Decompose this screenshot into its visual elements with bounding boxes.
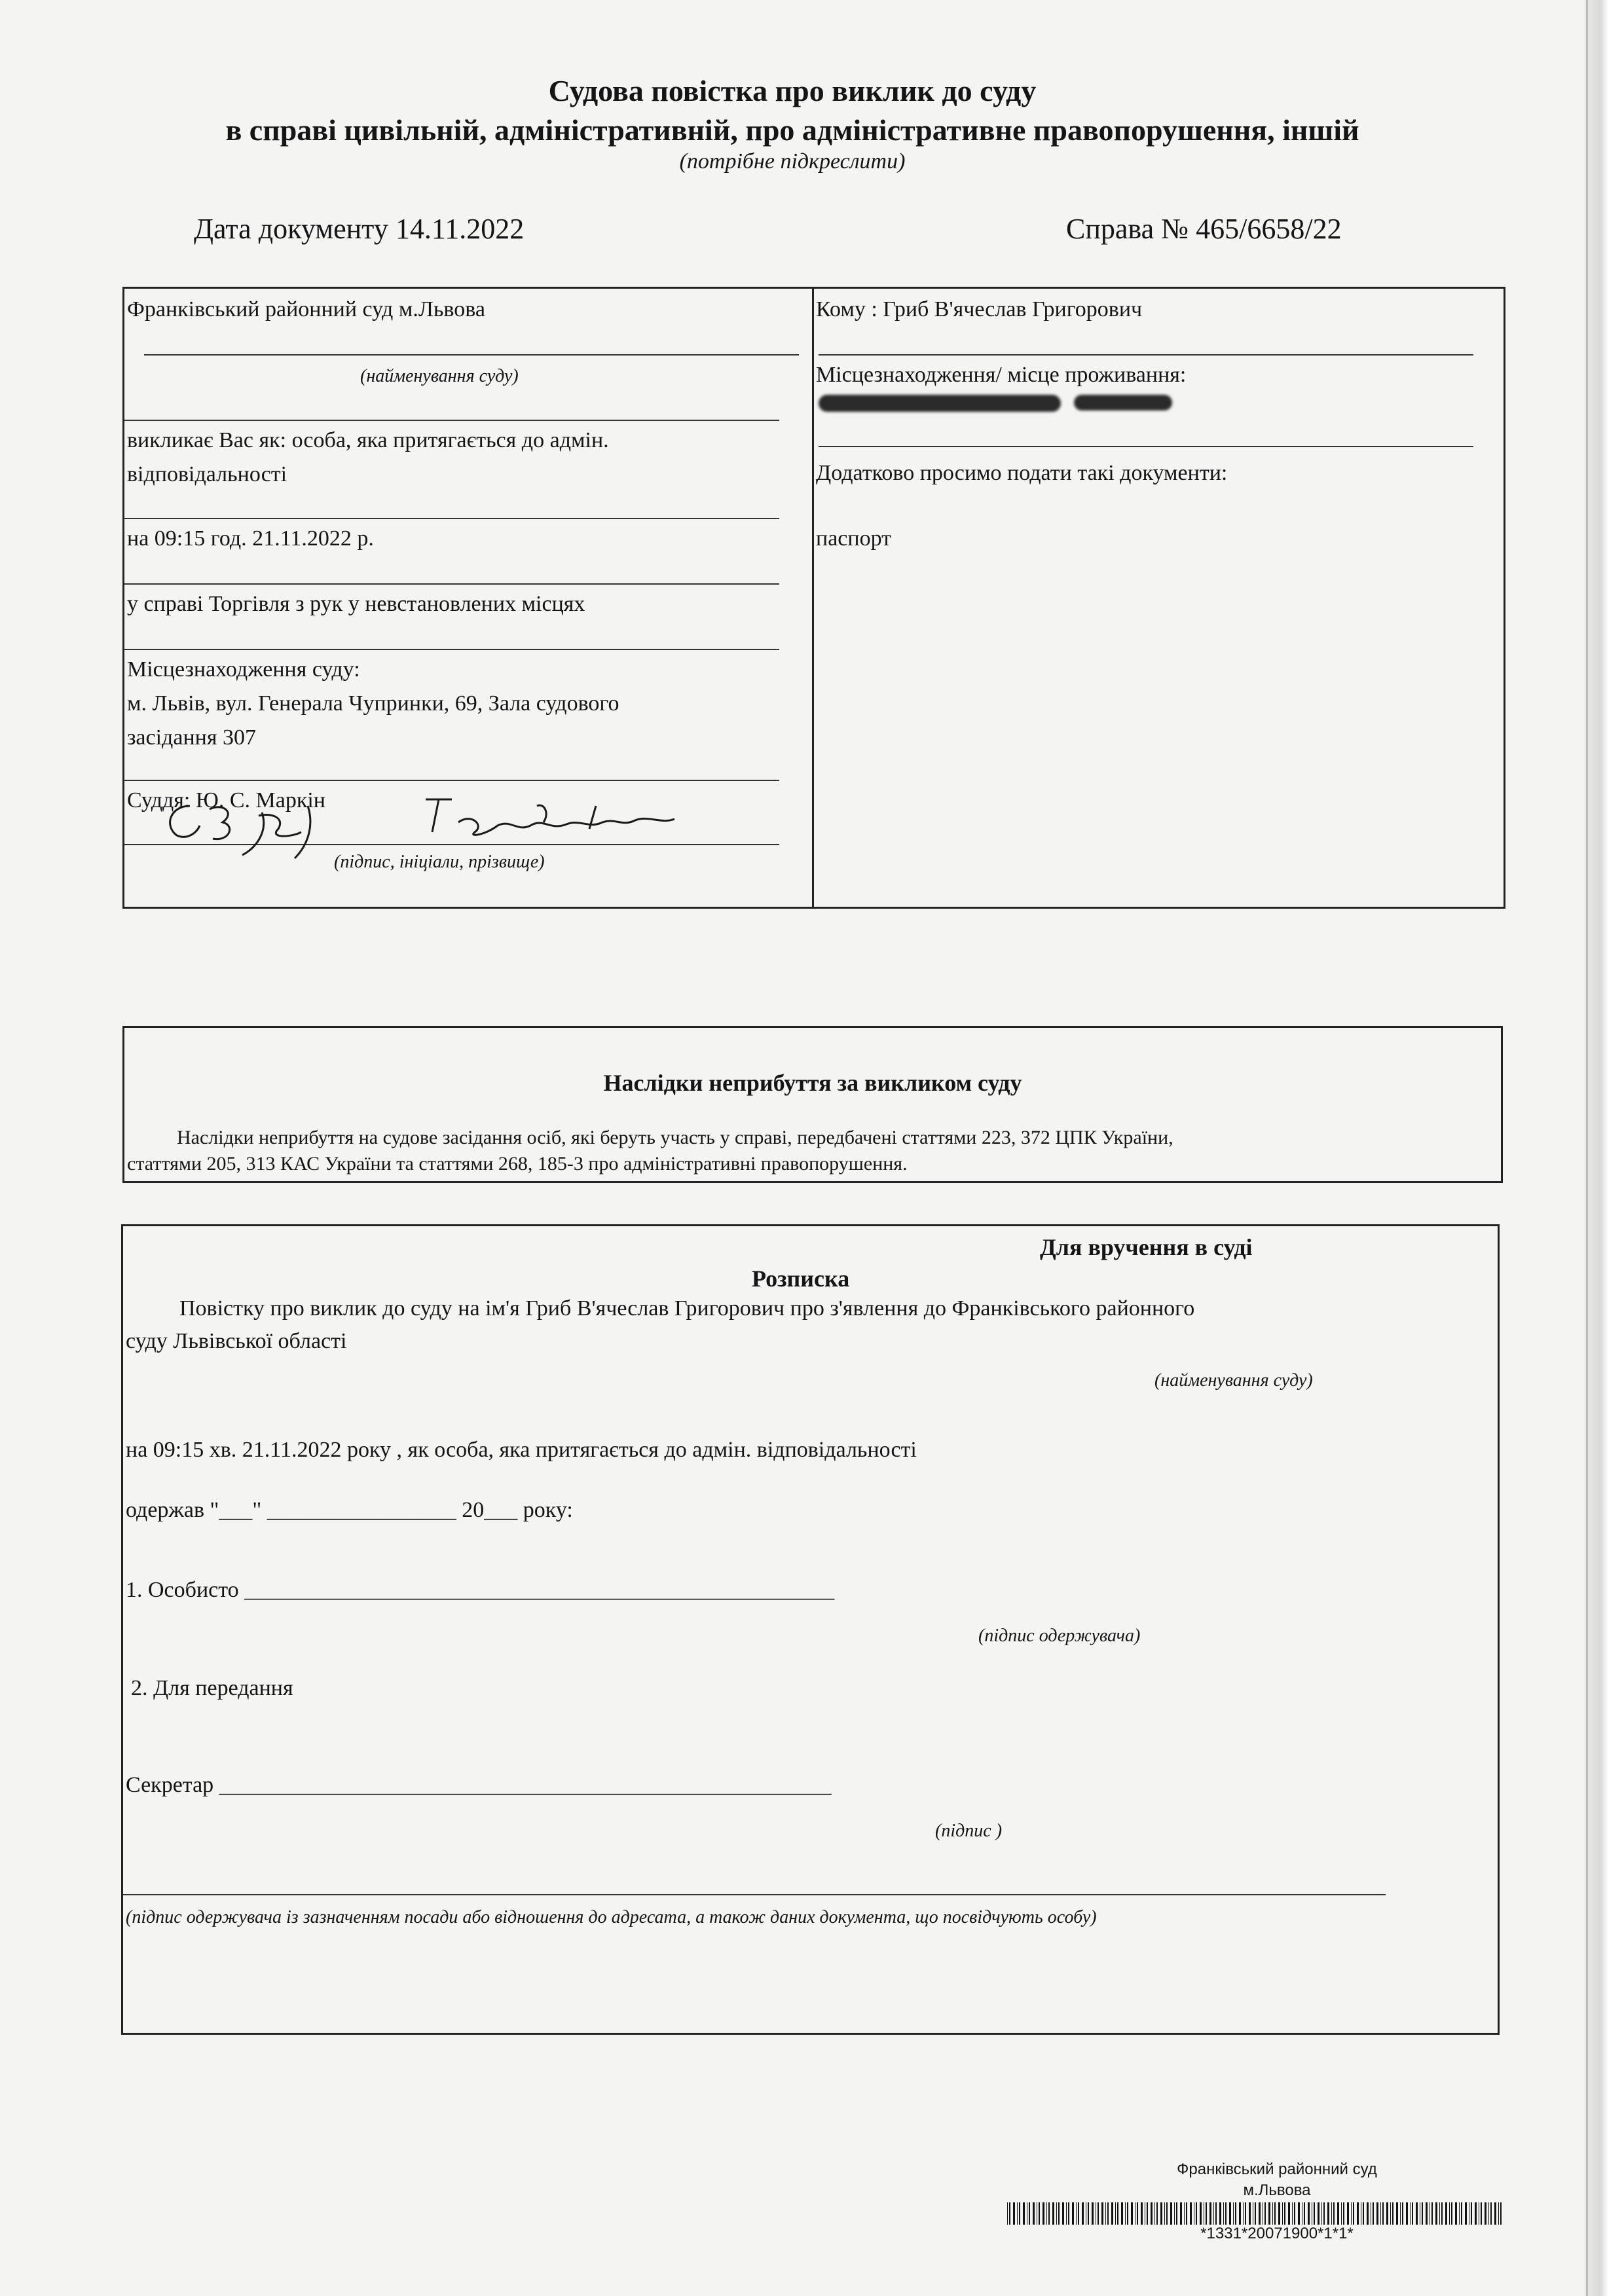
rule <box>124 518 779 519</box>
barcode-bar <box>1056 2202 1057 2225</box>
barcode-bar <box>1337 2202 1339 2225</box>
barcode-bar <box>1078 2202 1079 2225</box>
column-divider <box>812 289 814 907</box>
consequences-line1: Наслідки неприбуття на судове засідання осіб, які беруть участь у справі, передбачені статтями 223, 372 ЦПК України, <box>177 1127 1173 1148</box>
judge-signature-icon <box>144 786 799 865</box>
barcode-bar <box>1490 2202 1492 2225</box>
barcode-bar <box>1373 2202 1374 2225</box>
page-edge <box>1585 0 1624 2296</box>
barcode-bar <box>1164 2202 1165 2225</box>
barcode-bar <box>1209 2202 1211 2225</box>
barcode-bar <box>1180 2202 1182 2225</box>
barcode-bar <box>1235 2202 1236 2225</box>
barcode-bar <box>1141 2202 1143 2225</box>
consequences-box <box>122 1026 1503 1183</box>
court-caption: (найменування суду) <box>360 366 519 386</box>
barcode-bar <box>1400 2202 1401 2225</box>
barcode-bar <box>1137 2202 1138 2225</box>
barcode-bar <box>1439 2202 1440 2225</box>
barcode-bar <box>1392 2202 1393 2225</box>
recipient-name: Кому : Гриб В'ячеслав Григорович <box>816 297 1143 321</box>
rule <box>819 446 1473 447</box>
secretary-line: Секретар _______________________________________________________ <box>126 1773 832 1797</box>
barcode-bar <box>1304 2202 1305 2225</box>
judge-name: Суддя: Ю. С. Маркін <box>127 788 325 812</box>
barcode-bar <box>1500 2202 1502 2225</box>
barcode-bar <box>1115 2202 1116 2225</box>
barcode-bar <box>1284 2202 1285 2225</box>
barcode-bar <box>1154 2202 1155 2225</box>
document-title: Судова повістка про виклик до суду <box>548 74 1037 107</box>
barcode-bar <box>1105 2202 1106 2225</box>
barcode-bar <box>1475 2202 1477 2225</box>
rule <box>124 780 779 781</box>
barcode-bar <box>1292 2202 1293 2225</box>
barcode-bar <box>1023 2202 1025 2225</box>
barcode-bar <box>1406 2202 1408 2225</box>
barcode-bar <box>1048 2202 1050 2225</box>
personally-line: 1. Особисто _____________________________________________________ <box>126 1578 835 1602</box>
barcode-bar <box>1107 2202 1109 2225</box>
document-subtitle: в справі цивільній, адміністративній, про адміністративне правопорушення, іншій <box>225 113 1359 147</box>
barcode-bar <box>1422 2202 1423 2225</box>
barcode-bar <box>1174 2202 1175 2225</box>
receipt-court-caption: (найменування суду) <box>1154 1370 1313 1391</box>
barcode-bar <box>1343 2202 1344 2225</box>
barcode-bar <box>1098 2202 1099 2225</box>
barcode-bar <box>1076 2202 1077 2225</box>
barcode-bar <box>1215 2202 1217 2225</box>
barcode-bar <box>1390 2202 1391 2225</box>
barcode-bar <box>1410 2202 1411 2225</box>
barcode-bar <box>1431 2202 1433 2225</box>
barcode-bar <box>1072 2202 1074 2225</box>
summons-role-line1: викликає Вас як: особа, яка притягається до адмін. <box>127 428 609 452</box>
court-location-line2: засідання 307 <box>127 725 256 750</box>
barcode-bar <box>1111 2202 1113 2225</box>
document-note: (потрібне підкреслити) <box>679 149 906 173</box>
barcode-bar <box>1380 2202 1381 2225</box>
barcode-bar <box>1455 2202 1457 2225</box>
barcode-bar <box>1125 2202 1126 2225</box>
barcode-bar <box>1160 2202 1162 2225</box>
court-location-line1: м. Львів, вул. Генерала Чупринки, 69, Зала судового <box>127 691 619 716</box>
barcode-bar <box>1082 2202 1084 2225</box>
barcode-text: *1331*20071900*1*1* <box>1200 2225 1354 2242</box>
barcode-bar <box>1412 2202 1413 2225</box>
barcode-bar <box>1062 2202 1064 2225</box>
barcode-bar <box>1039 2202 1040 2225</box>
barcode-bar <box>1494 2202 1496 2225</box>
barcode-bar <box>1147 2202 1148 2225</box>
receipt-footer-caption: (підпис одержувача із зазначенням посади або відношення до адресата, а також даних документа, що посвідчують особу) <box>126 1907 1097 1927</box>
barcode-bar <box>1382 2202 1384 2225</box>
court-location-label: Місцезнаходження суду: <box>127 657 360 682</box>
barcode-bar <box>1298 2202 1300 2225</box>
barcode-bar <box>1239 2202 1241 2225</box>
barcode-bar <box>1186 2202 1187 2225</box>
barcode-bar <box>1449 2202 1450 2225</box>
barcode-bar <box>1351 2202 1352 2225</box>
barcode-bar <box>1278 2202 1280 2225</box>
barcode-bar <box>1229 2202 1231 2225</box>
case-number: Справа № 465/6658/22 <box>1066 213 1342 245</box>
barcode-bar <box>1245 2202 1246 2225</box>
barcode-bar <box>1264 2202 1266 2225</box>
barcode-bar <box>1485 2202 1486 2225</box>
barcode-bar <box>1206 2202 1207 2225</box>
barcode-bar <box>1402 2202 1403 2225</box>
barcode-bar <box>1066 2202 1067 2225</box>
secretary-signature-caption: (підпис ) <box>935 1821 1003 1841</box>
barcode-bar <box>1294 2202 1295 2225</box>
barcode-bar <box>1117 2202 1118 2225</box>
court-name: Франківський районний суд м.Львова <box>127 297 485 321</box>
barcode-bar <box>1017 2202 1018 2225</box>
barcode-bar <box>1092 2202 1094 2225</box>
summons-box <box>122 287 1505 909</box>
barcode-bar <box>1166 2202 1168 2225</box>
barcode-bar <box>1435 2202 1437 2225</box>
barcode-bar <box>1259 2202 1261 2225</box>
barcode-bar <box>1347 2202 1349 2225</box>
barcode-bar <box>1321 2202 1322 2225</box>
rule <box>124 583 779 585</box>
barcode-bar <box>1052 2202 1054 2225</box>
barcode-bar <box>1170 2202 1172 2225</box>
for-transfer-line: 2. Для передання <box>131 1676 293 1700</box>
barcode-bar <box>1459 2202 1460 2225</box>
barcode-bar <box>1451 2202 1452 2225</box>
barcode-bar <box>1488 2202 1489 2225</box>
barcode-bar <box>1308 2202 1310 2225</box>
for-court-label: Для вручення в суді <box>1040 1234 1253 1260</box>
rule <box>124 420 779 421</box>
barcode-bar <box>1151 2202 1153 2225</box>
barcode-bar <box>1013 2202 1015 2225</box>
barcode-bar <box>1333 2202 1335 2225</box>
barcode-bar <box>1068 2202 1069 2225</box>
barcode-icon <box>1007 2202 1505 2225</box>
case-subject: у справі Торгівля з рук у невстановлених місцях <box>127 592 585 616</box>
recipient-signature-caption: (підпис одержувача) <box>978 1626 1141 1646</box>
barcode-bar <box>1058 2202 1060 2225</box>
barcode-bar <box>1255 2202 1256 2225</box>
barcode-bar <box>1196 2202 1197 2225</box>
barcode-bar <box>1088 2202 1089 2225</box>
barcode-bar <box>1268 2202 1270 2225</box>
barcode-bar <box>1272 2202 1273 2225</box>
receipt-line1: Повістку про виклик до суду на ім'я Гриб В'ячеслав Григорович про з'явлення до Франківського районного <box>179 1296 1195 1321</box>
barcode-bar <box>1445 2202 1447 2225</box>
received-date-line: одержав "___" _________________ 20___ року: <box>126 1498 573 1522</box>
barcode-bar <box>1243 2202 1244 2225</box>
barcode-bar <box>1367 2202 1369 2225</box>
barcode-bar <box>1200 2202 1202 2225</box>
barcode-bar <box>1225 2202 1227 2225</box>
barcode-bar <box>1233 2202 1234 2225</box>
barcode-bar <box>1009 2202 1010 2225</box>
barcode-bar <box>1353 2202 1354 2225</box>
rule <box>123 1894 1386 1895</box>
consequences-line2: статтями 205, 313 КАС України та статтями 268, 185-3 про адміністративні правопорушення. <box>127 1153 908 1175</box>
hearing-time: на 09:15 год. 21.11.2022 р. <box>127 526 374 551</box>
barcode-bar <box>1223 2202 1224 2225</box>
barcode-bar <box>1341 2202 1342 2225</box>
documents-label: Додатково просимо подати такі документи: <box>816 461 1228 485</box>
barcode-bar <box>1376 2202 1378 2225</box>
barcode-bar <box>1219 2202 1221 2225</box>
summons-role-line2: відповідальності <box>127 462 287 486</box>
barcode-bar <box>1121 2202 1123 2225</box>
barcode-bar <box>1441 2202 1443 2225</box>
barcode-bar <box>1481 2202 1482 2225</box>
barcode-bar <box>1007 2202 1008 2225</box>
barcode-bar <box>1416 2202 1418 2225</box>
footer-court-line2: м.Львова <box>1243 2181 1311 2199</box>
barcode-bar <box>1176 2202 1177 2225</box>
footer-court-line1: Франківський районний суд <box>1177 2160 1377 2178</box>
receipt-title: Розписка <box>752 1266 850 1292</box>
barcode-bar <box>1190 2202 1192 2225</box>
barcode-bar <box>1461 2202 1462 2225</box>
barcode-bar <box>1426 2202 1428 2225</box>
barcode-bar <box>1033 2202 1035 2225</box>
barcode-bar <box>1314 2202 1315 2225</box>
rule <box>144 354 799 355</box>
barcode-bar <box>1249 2202 1251 2225</box>
receipt-line2: суду Львівської області <box>126 1329 347 1353</box>
consequences-title: Наслідки неприбуття за викликом суду <box>603 1070 1022 1096</box>
barcode-bar <box>1363 2202 1364 2225</box>
barcode-bar <box>1471 2202 1472 2225</box>
page-edge-line <box>1586 0 1588 2296</box>
barcode-bar <box>1396 2202 1398 2225</box>
barcode-bar <box>1465 2202 1467 2225</box>
document-date: Дата документу 14.11.2022 <box>194 213 525 245</box>
redaction-bar <box>1074 395 1172 410</box>
receipt-box <box>121 1224 1500 2035</box>
documents-value: паспорт <box>816 526 891 551</box>
barcode-bar <box>1101 2202 1103 2225</box>
barcode-bar <box>1156 2202 1158 2225</box>
barcode-bar <box>1019 2202 1020 2225</box>
rule <box>124 649 779 650</box>
barcode-bar <box>1498 2202 1499 2225</box>
barcode-bar <box>1282 2202 1283 2225</box>
barcode-bar <box>1323 2202 1325 2225</box>
barcode-bar <box>1386 2202 1388 2225</box>
barcode-bar <box>1131 2202 1133 2225</box>
barcode-bar <box>1127 2202 1128 2225</box>
barcode-bar <box>1318 2202 1320 2225</box>
rule <box>819 354 1473 355</box>
redaction-bar <box>819 395 1061 412</box>
barcode-bar <box>1331 2202 1332 2225</box>
barcode-bar <box>1288 2202 1290 2225</box>
barcode-bar <box>1043 2202 1044 2225</box>
barcode-bar <box>1029 2202 1030 2225</box>
barcode-bar <box>1213 2202 1214 2225</box>
barcode-bar <box>1274 2202 1276 2225</box>
barcode-bar <box>1357 2202 1359 2225</box>
signature-caption: (підпис, ініціали, прізвище) <box>334 852 545 872</box>
barcode-bar <box>1046 2202 1047 2225</box>
receipt-time-line: на 09:15 хв. 21.11.2022 року , як особа, яка притягається до адмін. відповідальності <box>126 1438 917 1462</box>
residence-label: Місцезнаходження/ місце проживання: <box>816 363 1187 387</box>
barcode-bar <box>1327 2202 1329 2225</box>
barcode-bar <box>1184 2202 1185 2225</box>
